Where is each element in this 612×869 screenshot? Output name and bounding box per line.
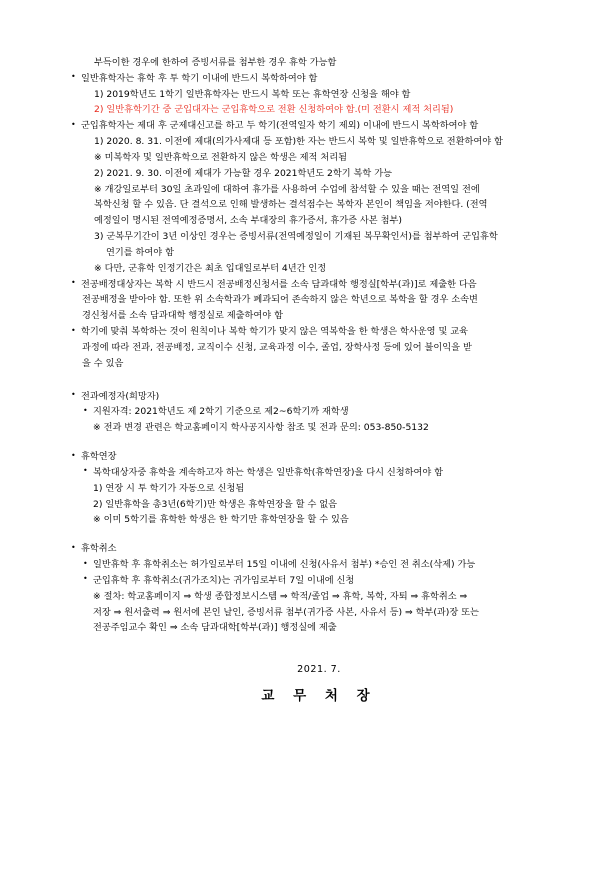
- list-item: • 전공배정대상자는 복학 시 반드시 전공배정신청서를 소속 담과대학 행정실[학부(과)]로 제출한 다음: [70, 277, 568, 293]
- sub-item: 3) 군복무기간이 3년 이상인 경우는 증빙서류(전역예정일이 기재된 복무확인서)를 첨부하여 군입휴학: [94, 231, 498, 243]
- note-line-cont: 저장 ⇒ 원서출력 ⇒ 원서에 본인 날인, 증빙서류 첨부(귀가증 사본, 사유서 등) ⇒ 학부(과)장 또는: [93, 606, 479, 618]
- paragraph-line: 부득이한 경우에 한하여 증빙서류를 첨부한 경우 휴학 가능함: [94, 57, 337, 68]
- list-item: • 군입휴학 후 휴학취소(귀가조치)는 귀가임로부터 7일 이내에 신청: [70, 573, 568, 589]
- signature-block: [70, 662, 568, 708]
- section-heading-leave-cancel: • 휴학취소: [70, 541, 568, 557]
- list-item: • 복학대상자중 휴학을 계속하고자 하는 학생은 일반휴학(휴학연장)을 다시 신청하여야 함: [70, 465, 568, 481]
- list-item: • 군입휴학자는 제대 후 군제대신고를 하고 두 학기(전역일자 학기 제외) 이내에 반드시 복학하여야 함: [70, 118, 568, 134]
- list-item-cont: 과정에 따라 전과, 전공배정, 교직이수 신청, 교육과정 이수, 졸업, 장학사정 등에 있어 불이익을 받: [82, 341, 472, 353]
- list-item-cont: 경신청서를 소속 담과대학 행정실로 제출하여야 함: [82, 310, 283, 322]
- note-line: ※ 절차: 학교홈페이지 ⇒ 학생 종합정보시스템 ⇒ 학적/졸업 ⇒ 휴학, 복학, 자퇴 ⇒ 휴학취소 ⇒: [93, 590, 468, 602]
- sub-item: 1) 2020. 8. 31. 이전에 제대(의가사제대 등 포함)한 자는 반드시 복학 및 일반휴학으로 전환하여야 함: [94, 136, 503, 148]
- sub-item-cont: 연기를 하여야 함: [106, 246, 174, 258]
- list-item-cont: 을 수 있음: [82, 357, 124, 369]
- note-line: ※ 다만, 군휴학 인정기간은 최초 입대일로부터 4년간 인정: [94, 262, 327, 274]
- list-item: • 일반휴학자는 휴학 후 투 학기 이내에 반드시 복학하여야 함: [70, 71, 568, 87]
- list-item-cont: 전공배정을 받아야 함. 또한 위 소속학과가 폐과되어 존속하지 않은 학년으로 복학을 할 경우 소속변: [82, 294, 478, 306]
- spacer: [70, 436, 568, 449]
- sub-item: 1) 2019학년도 1학기 일반휴학자는 반드시 복학 또는 휴학연장 신청을 해야 함: [94, 88, 411, 100]
- sub-item: 2) 2021. 9. 30. 이전에 제대가 가능할 경우 2021학년도 2학기 복학 가능: [94, 167, 392, 179]
- note-line-cont: 전공주임교수 확인 ⇒ 소속 담과대학[학부(과)] 행정실에 제출: [93, 622, 337, 634]
- section-heading-jeongwa: • 전과예정자(희망자): [70, 389, 568, 405]
- sub-item: 1) 연장 시 투 학기가 자동으로 신청됨: [93, 482, 245, 494]
- list-item: • 일반휴학 후 휴학취소는 허가일로부터 15일 이내에 신청(사유서 첨부) *승인 전 취소(삭제) 가능: [70, 557, 568, 573]
- signature-date: 2021. 7.: [297, 664, 341, 676]
- sub-item: 2) 일반휴학을 총3년(6학기)만 학생은 휴학연장을 할 수 없음: [93, 498, 337, 510]
- sub-item-highlight: 2) 일반휴학기간 중 군입대자는 군입휴학으로 전환 신청하여야 함.(미 전환시 제적 처리됨): [94, 104, 454, 116]
- document-body: [70, 55, 568, 708]
- spacer: [70, 528, 568, 541]
- note-line-cont: 예정일이 명시된 전역예정증명서, 소속 부대장의 휴가증서, 휴가증 사본 첨부): [94, 215, 402, 227]
- list-item: • 지원자격: 2021학년도 제 2학기 기준으로 제2~6학기까 재학생: [70, 404, 568, 420]
- note-line-cont: 복학신청 할 수 있음. 단 결석으로 인해 발생하는 결석점수는 복학자 본인이 책임을 저야한다. (전역: [94, 199, 488, 211]
- note-line: ※ 개강일로부터 30일 초과일에 대하여 휴가를 사용하여 수업에 참석할 수 있을 때는 전역일 전에: [94, 183, 480, 195]
- list-item: • 학기에 맞춰 복학하는 것이 원칙이나 복학 학기가 맞지 않은 역복학을 한 학생은 학사운영 및 교육: [70, 324, 568, 340]
- spacer: [70, 372, 568, 389]
- note-line: ※ 전과 변경 관련은 학교홈페이지 학사공지사항 참조 및 전과 문의: 053-850-5132: [93, 422, 429, 434]
- note-line: ※ 이미 5학기를 휴학한 학생은 한 학기만 휴학연장을 할 수 있음: [93, 514, 349, 526]
- note-line: ※ 미복학자 및 일반휴학으로 전환하지 않은 학생은 제적 처리됨: [94, 151, 347, 163]
- section-heading-leave-extension: • 휴학연장: [70, 449, 568, 465]
- signature-title: 교 무 처 장: [261, 687, 377, 704]
